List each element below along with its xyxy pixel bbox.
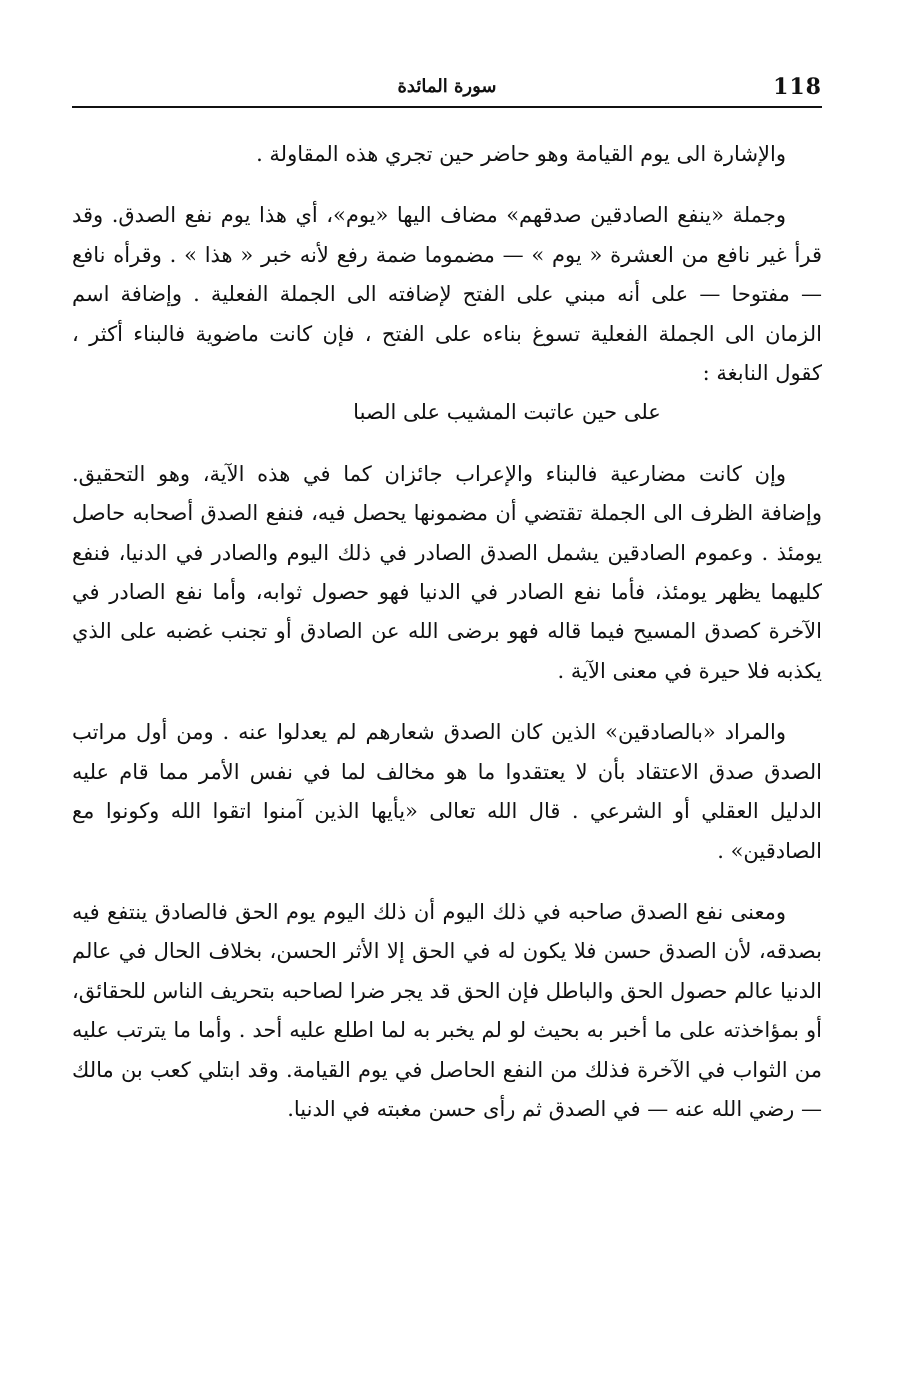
verse-line: على حين عاتبت المشيب على الصبا xyxy=(353,400,661,425)
poetry-verse xyxy=(72,393,822,432)
running-title: سورة المائدة xyxy=(397,76,497,97)
page-header xyxy=(72,74,822,108)
page-number: 118 xyxy=(773,74,822,100)
body-text xyxy=(72,135,822,1129)
paragraph-5: ومعنى نفع الصدق صاحبه في ذلك اليوم أن ذلك اليوم يوم الحق فالصادق ينتفع فيه بصدقه، لأن الصدق حسن فلا يكون له في الحق إلا الأثر الحسن، بخلاف الحال في عالم الدنيا عالم حصول الحق والباطل فإن الحق قد يجر ضرا لصاحبه بتحريف الناس للحقائق، أو بمؤاخذته على ما أخبر به بحيث لو لم يخبر به لما اطلع عليه أحد . وأما ما يترتب عليه من الثواب في الآخرة فذلك من النفع الحاصل في يوم القيامة. وقد ابتلي كعب بن مالك — رضي الله عنه — في الصدق ثم رأى حسن مغبته في الدنيا. xyxy=(72,899,822,1121)
paragraph-4: والمراد «بالصادقين» الذين كان الصدق شعارهم لم يعدلوا عنه . ومن أول مراتب الصدق صدق الاعتقاد بأن لا يعتقدوا ما هو مخالف لما في نفس الأمر مما قام عليه الدليل العقلي أو الشرعي . قال الله تعالى «يأيها الذين آمنوا اتقوا الله وكونوا مع الصادقين» . xyxy=(72,720,822,863)
paragraph-1: والإشارة الى يوم القيامة وهو حاضر حين تجري هذه المقاولة . xyxy=(256,142,786,166)
paragraph-3: وإن كانت مضارعية فالبناء والإعراب جائزان كما في هذه الآية، وهو التحقيق. وإضافة الظرف الى الجملة تقتضي أن مضمونها يحصل فيه، فنفع الصدق أصحابه حاصل يومئذ . وعموم الصادقين يشمل الصدق الصادر في ذلك اليوم والصادر في الدنيا، فنفع كليهما يظهر يومئذ، فأما نفع الصادر في الدنيا فهو حصول ثوابه، وأما نفع الصادر في الآخرة كصدق المسيح فيما قاله فهو برضى الله عن الصادق أو تجنب غضبه على الذي يكذبه فلا حيرة في معنى الآية . xyxy=(72,461,822,683)
paragraph-2: وجملة «ينفع الصادقين صدقهم» مضاف اليها «يوم»، أي هذا يوم نفع الصدق. وقد قرأ غير نافع من العشرة « يوم » — مضموما ضمة رفع لأنه خبر « هذا » . وقرأه نافع — مفتوحا — على أنه مبني على الفتح لإضافته الى الجملة الفعلية . وإضافة اسم الزمان الى الجملة الفعلية تسوغ بناءه على الفتح ، فإن كانت ماضوية فالبناء أكثر ، كقول النابغة : xyxy=(72,203,822,386)
